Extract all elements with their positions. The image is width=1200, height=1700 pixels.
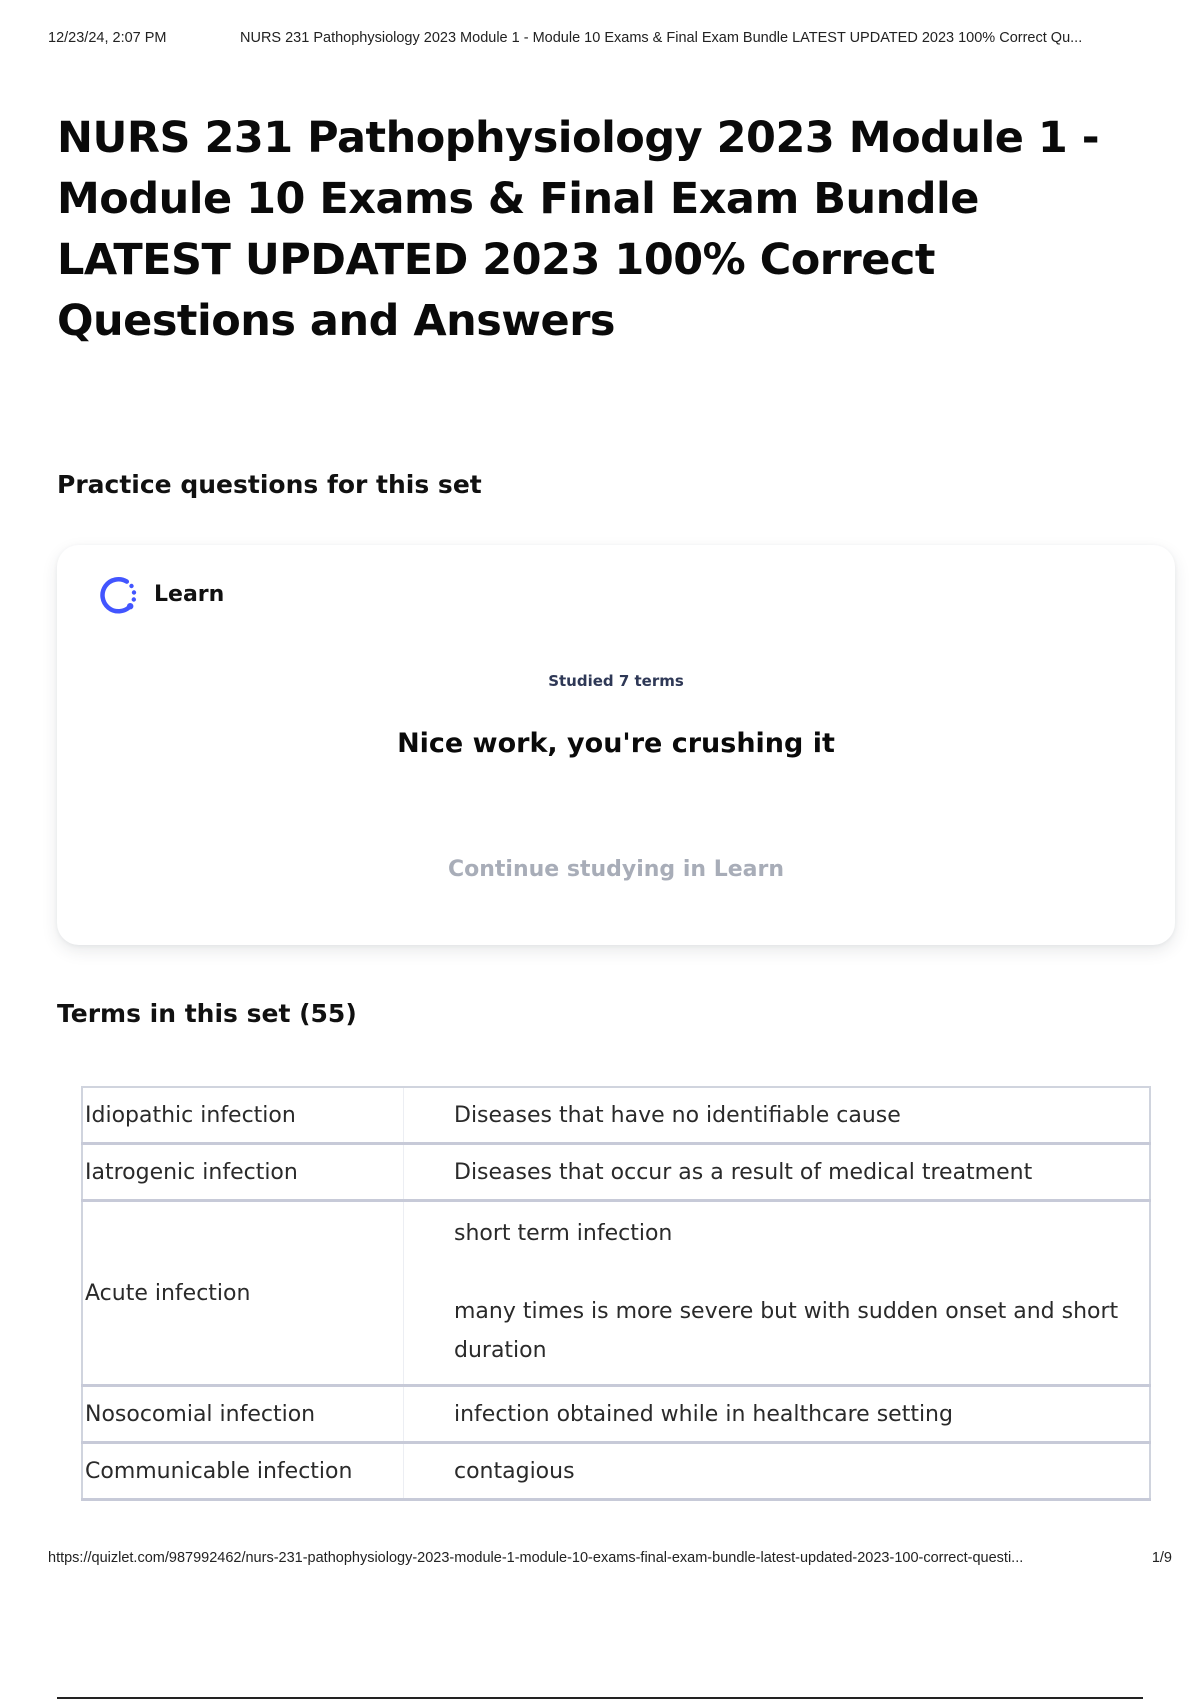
terms-section-heading: Terms in this set (55) — [57, 999, 357, 1028]
encouragement-message: Nice work, you're crushing it — [397, 728, 835, 759]
practice-section-heading: Practice questions for this set — [57, 470, 482, 499]
continue-learn-button[interactable]: Continue studying in Learn — [447, 857, 784, 882]
print-url: https://quizlet.com/987992462/nurs-231-pathophysiology-2023-module-1-module-10-exams-final-exam-bundle-latest-updated-2023-100-correct-questi... — [48, 1550, 1024, 1566]
term-cell: Acute infection — [82, 1201, 404, 1386]
definition-cell — [404, 1201, 1151, 1386]
page-title: NURS 231 Pathophysiology 2023 Module 1 - Module 10 Exams & Final Exam Bundle LATEST UPDATED 2023 100% Correct Questions and Answers — [57, 113, 1100, 346]
print-footer — [48, 1550, 1172, 1570]
learn-card[interactable] — [57, 545, 1175, 945]
learn-label: Learn — [154, 582, 225, 607]
definition-line: many times is more severe but with sudden onset and short duration — [454, 1299, 1119, 1363]
definition-cell: infection obtained while in healthcare setting — [454, 1401, 953, 1427]
print-document-title: NURS 231 Pathophysiology 2023 Module 1 - Module 10 Exams & Final Exam Bundle LATEST UPDATED 2023 100% Correct Qu... — [240, 30, 1083, 46]
table-row — [82, 1087, 1150, 1144]
print-date: 12/23/24, 2:07 PM — [48, 30, 167, 46]
print-header — [48, 30, 1172, 50]
table-row — [82, 1144, 1150, 1201]
studied-count: Studied 7 terms — [548, 672, 684, 690]
page-divider — [57, 1697, 1143, 1699]
table-row — [82, 1443, 1150, 1500]
definition-cell: Diseases that have no identifiable cause — [454, 1102, 901, 1128]
page-number: 1/9 — [1151, 1550, 1172, 1566]
definition-cell: Diseases that occur as a result of medical treatment — [454, 1159, 1033, 1185]
term-cell: Iatrogenic infection — [82, 1144, 404, 1201]
learn-progress-icon — [97, 575, 139, 617]
term-cell: Nosocomial infection — [82, 1386, 404, 1443]
table-row — [82, 1201, 1150, 1386]
terms-table — [81, 1086, 1151, 1501]
term-cell: Idiopathic infection — [82, 1087, 404, 1144]
table-row — [82, 1386, 1150, 1443]
term-cell: Communicable infection — [82, 1443, 404, 1500]
definition-cell: contagious — [454, 1458, 575, 1484]
definition-line: short term infection — [454, 1221, 673, 1246]
